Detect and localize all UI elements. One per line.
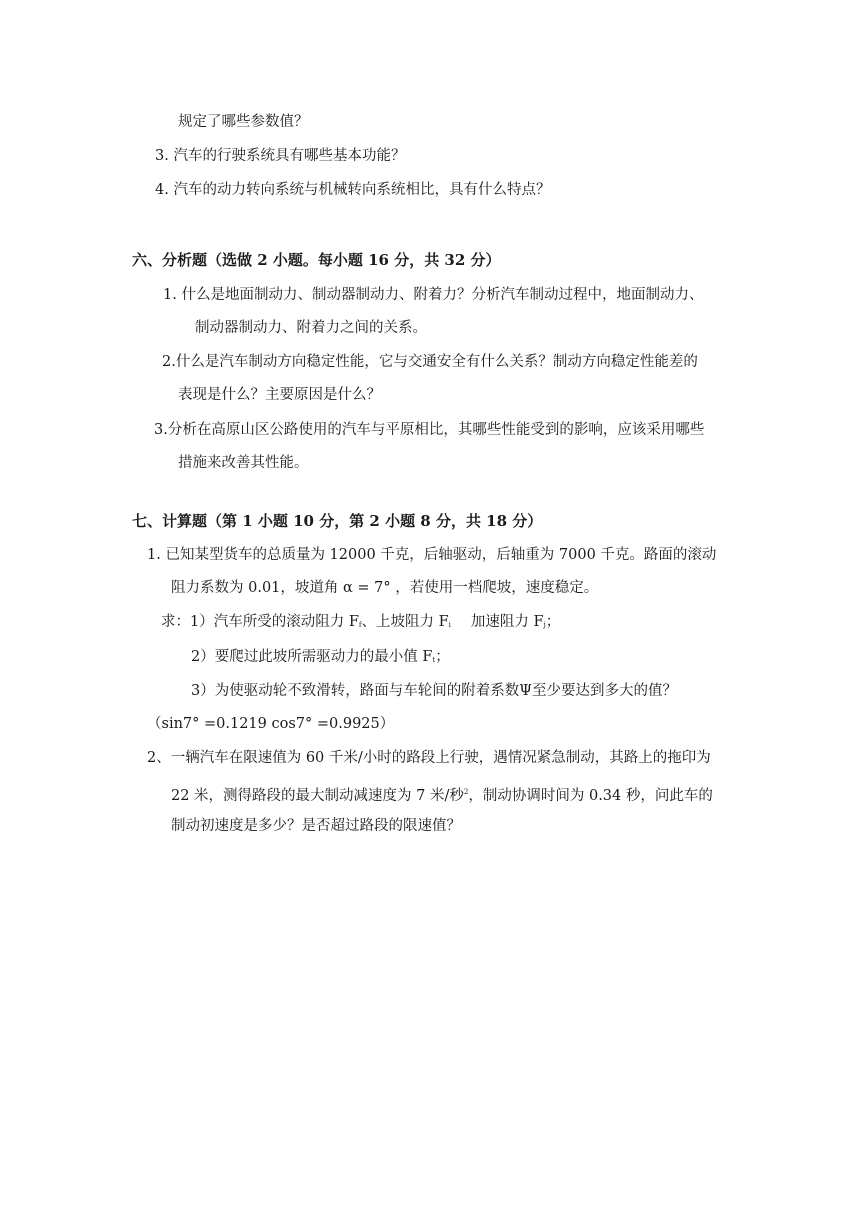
ask2-sub-t: t: [432, 656, 436, 664]
ask1-end: ；: [545, 614, 561, 630]
section7-heading: 七、计算题（第 1 小题 10 分，第 2 小题 8 分，共 18 分）: [132, 512, 543, 530]
q2-sup-2: 2: [463, 788, 469, 796]
section6-q2-line1: 2.什么是汽车制动方向稳定性能，它与交通安全有什么关系？制动方向稳定性能差的: [162, 354, 698, 370]
ask1-sub-j: j: [543, 621, 546, 629]
section7-q2-line1: 2、一辆汽车在限速值为 60 千米/小时的路段上行驶，遇情况紧急制动，其路上的拖印为: [147, 750, 711, 766]
section5-continued-line: 规定了哪些参数值？: [178, 114, 309, 130]
ask1-sub-i: i: [448, 621, 451, 629]
section7-q1-line1: 1. 已知某型货车的总质量为 12000 千克，后轴驱动，后轴重为 7000 千克。路面的滚动: [147, 547, 717, 563]
section7-q2-line2: [171, 782, 713, 806]
section6-q3-line2: 措施来改善其性能。: [178, 455, 309, 471]
ask2-end: ；: [435, 649, 450, 665]
ask1-grade-resistance: 、上坡阻力 F: [361, 614, 449, 630]
section5-question-4: 4. 汽车的动力转向系统与机械转向系统相比，具有什么特点？: [155, 182, 551, 198]
section7-q2-line3: 制动初速度是多少？是否超过路段的限速值？: [171, 818, 461, 834]
section6-heading: 六、分析题（选做 2 小题。每小题 16 分，共 32 分）: [132, 251, 501, 269]
section6-q2-line2: 表现是什么？主要原因是什么？: [178, 387, 381, 403]
q2-line2-a: 22 米，测得路段的最大制动减速度为 7 米/秒: [171, 788, 464, 804]
ask1-sub-f: f: [358, 621, 362, 629]
section6-q1-line2: 制动器制动力、附着力之间的关系。: [195, 320, 427, 336]
q2-line2-b: ，制动协调时间为 0.34 秒，问此车的: [468, 788, 713, 804]
ask2-text: 2）要爬过此坡所需驱动力的最小值 F: [191, 649, 433, 665]
ask1-rolling-resistance: 求：1）汽车所受的滚动阻力 F: [161, 614, 359, 630]
section7-q1-note: （sin7° =0.1219 cos7° =0.9925）: [147, 716, 395, 732]
section6-q3-line1: 3.分析在高原山区公路使用的汽车与平原相比，其哪些性能受到的影响，应该采用哪些: [154, 422, 705, 438]
section5-question-3: 3. 汽车的行驶系统具有哪些基本功能？: [155, 148, 406, 164]
section7-q1-line2: 阻力系数为 0.01，坡道角 α = 7° ，若使用一档爬坡，速度稳定。: [171, 580, 599, 596]
section7-q1-ask2: [191, 647, 450, 670]
ask1-accel-resistance: 加速阻力 F: [470, 614, 544, 630]
section7-q1-ask3: 3）为使驱动轮不致滑转，路面与车轮间的附着系数Ψ至少要达到多大的值？: [191, 683, 677, 699]
section7-q1-ask1: [161, 612, 560, 635]
section6-q1-line1: 1. 什么是地面制动力、制动器制动力、附着力？分析汽车制动过程中，地面制动力、: [163, 287, 704, 303]
